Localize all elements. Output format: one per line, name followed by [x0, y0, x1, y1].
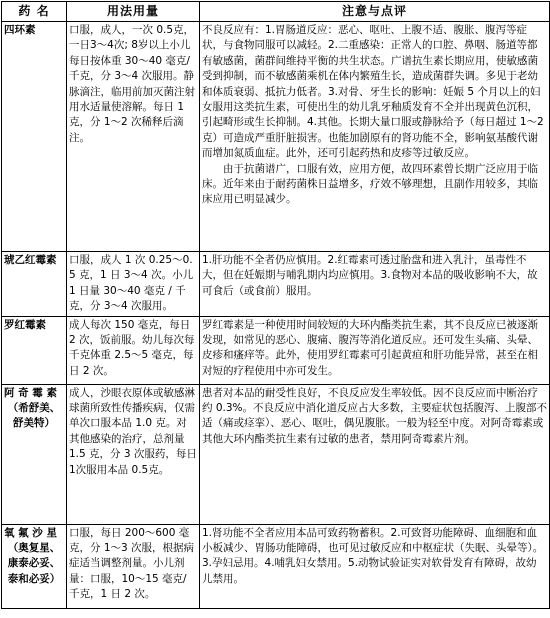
- notes-text-continued: 由于抗菌谱广，口服有效，应用方便，故四环素曾长期广泛应用于临床。近年来由于耐药菌株日益增多，疗效不够理想，且副作用较多，其临床应用已明显减少。: [202, 162, 538, 206]
- dosage-cell: 成人每次 150 毫克，每日 2 次，饭前服。幼儿每次每千克体重 2.5～5 毫克，每日 2 次。: [67, 316, 200, 384]
- dosage-cell: 口服，成人 1 次 0.25～0.5 克，1 日 3～4 次。小儿1 日量 30～40 毫克 / 千克，分 3～4 次服用。: [67, 252, 200, 317]
- drug-name: 阿 奇 霉 素: [4, 386, 57, 399]
- notes-cell: [200, 22, 550, 252]
- notes-text: 1.肾功能不全者应用本品可致药物蓄积。2.可致肾功能障碍、血细胞和血小板减少、胃肠功能障碍，也可见过敏反应和中枢症状（失眠、头晕等）。3.孕妇忌用。4.哺乳妇女禁用。5.动物试验证实对软骨发育有障碍，故幼儿禁用。: [202, 526, 544, 585]
- drug-name: 氧 氟 沙 星: [4, 526, 57, 539]
- drug-name-cell: [2, 316, 67, 384]
- drug-table: [1, 1, 550, 609]
- header-drug-name: 药 名: [2, 2, 67, 22]
- drug-name: 四环素: [4, 24, 36, 36]
- drug-name: 罗红霉素: [4, 318, 46, 331]
- drug-name-cell: [2, 524, 67, 608]
- drug-alt-names: （希舒美、舒美特）: [7, 402, 61, 430]
- notes-cell: [200, 524, 550, 608]
- dosage-cell: 成人，沙眼衣原体或敏感淋球菌所致性传播疾病，仅需单次口服本品 1.0 克。对其他感染的治疗，总剂量 1.5 克，分 3 次服药，每日 1次服用本品 0.5克。: [67, 384, 200, 524]
- notes-text: 不良反应有：1.胃肠道反应：恶心、呕吐、上腹不适、腹胀、腹泻等症状，与食物同服可以减轻。2.二重感染：正常人的口腔、鼻咽、肠道等都有敏感菌，菌群间维持平衡的共生状态。广谱抗生素长期应用，使敏感菌受到抑制，而不敏感菌乘机在体内繁殖生长，造成菌群失调。多见于老幼和体质衰弱、抵抗力低者。3.对骨、牙生长的影响：妊娠 5 个月以上的妇女服用这类抗生素，可使出生的幼儿乳牙釉质发育不全并出现黄色沉积，引起畸形或生长抑制。4.其他。长期大量口服或静脉给予（每日超过 1～2 克）可造成严重肝脏损害。也能加剧原有的肾功能不全，影响氨基酸代谢而增加氮质血症。此外，还可引起药热和皮疹等过敏反应。: [202, 24, 544, 160]
- dosage-cell: 口服，每日 200～600 毫克，分 1～3 次服，根据病症适当调整剂量。小儿剂量：口服，10～15 毫克/千克，1 日 2 次。: [67, 524, 200, 608]
- table-header-row: [2, 2, 550, 22]
- drug-name-cell: [2, 22, 67, 252]
- table-row: [2, 524, 550, 608]
- table-row: [2, 316, 550, 384]
- drug-name-cell: [2, 384, 67, 524]
- notes-text: 1.肝功能不全者仍应慎用。2.红霉素可透过胎盘和进入乳汁，虽毒性不大，但在妊娠期与哺乳期内均应慎用。3.食物对本品的吸收影响不大，故可食后（或食前）服用。: [202, 254, 538, 297]
- notes-text: 罗红霉素是一种使用时间较短的大环内酯类抗生素，其不良反应已被逐渐发现，如常见的恶心、腹痛、腹泻等消化道反应。还可发生头痛、头晕、皮疹和瘙痒等。此外，使用罗红霉素可引起黄疸和肝功能异常，甚至在相对短的疗程使用中亦可发生。: [202, 318, 538, 377]
- table-row: [2, 22, 550, 252]
- drug-name-cell: [2, 252, 67, 317]
- header-notes: 注意与点评: [200, 2, 550, 22]
- table-row: [2, 252, 550, 317]
- notes-cell: [200, 252, 550, 317]
- dosage-cell: 口服，成人，一次 0.5克，一日3～4次; 8岁以上小儿每日按体重 30～40 毫克/千克，分 3～4 次服用。静脉滴注，临用前加灭菌注射用水适量使溶解。每日 1 克，分 1～2 次稀释后滴注。: [67, 22, 200, 252]
- notes-cell: [200, 316, 550, 384]
- drug-name: 琥乙红霉素: [4, 254, 57, 266]
- drug-alt-names: （奥复星、康泰必妥、泰和必妥）: [7, 542, 61, 585]
- notes-text: 患者对本品的耐受性良好，不良反应发生率较低。因不良反应而中断治疗约 0.3%。不良反应中消化道反应占大多数，主要症状包括腹泻、上腹部不适（痛或痉挛）、恶心、呕吐，偶见腹胀。一般为轻至中度。对阿奇霉素或其他大环内酯类抗生素有过敏的患者，禁用阿奇霉素片剂。: [202, 386, 548, 445]
- notes-cell: [200, 384, 550, 524]
- header-dosage: 用法用量: [67, 2, 200, 22]
- table-row: [2, 384, 550, 524]
